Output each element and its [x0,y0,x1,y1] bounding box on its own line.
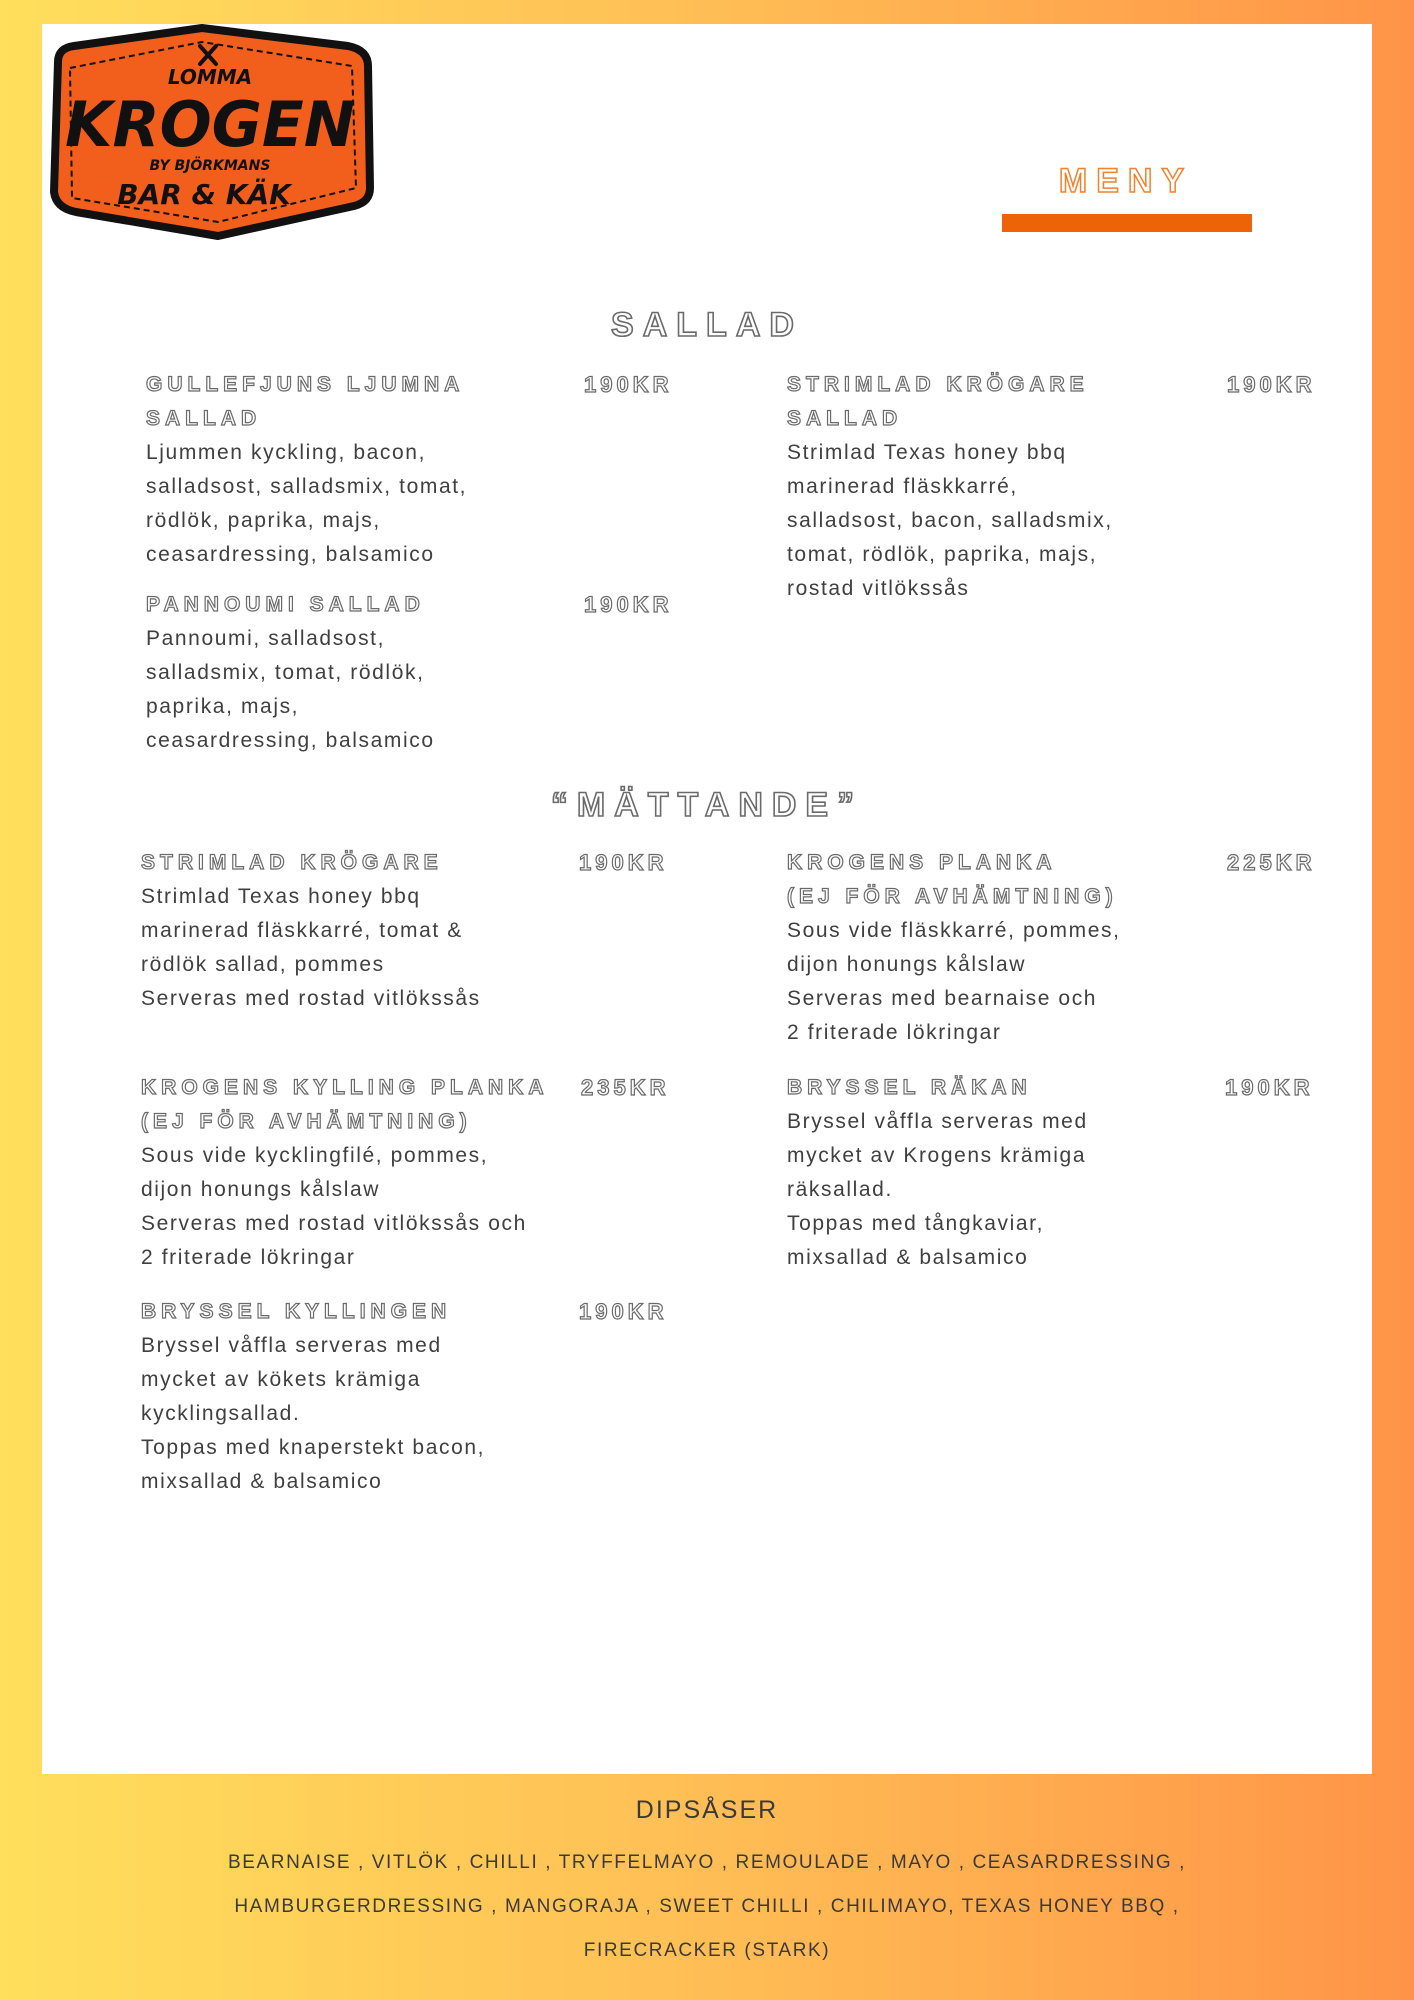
menu-item-strimlad-krogare-sallad [787,368,1327,608]
section-title-sallad: SALLAD [611,306,803,344]
item-description: Strimlad Texas honey bbq marinerad fläskkarré, tomat & rödlök sallad, pommes Serveras med rostad vitlökssås [141,885,481,1010]
logo-by-bjorkmans: BY BJÖRKMANS [149,158,271,174]
item-price: 190KR [584,592,673,617]
menu-item-gullefjuns-ljumna-sallad [146,368,686,568]
menu-item-krogens-planka [787,846,1327,1056]
item-price: 235KR [581,1075,670,1100]
menu-item-bryssel-rakan [787,1071,1327,1281]
item-price: 225KR [1227,850,1316,875]
logo-badge [42,22,376,242]
item-description: Sous vide kycklingfilé, pommes, dijon honungs kålslaw Serveras med rostad vitlökssås och 2 friterade lökringar [141,1144,527,1269]
menu-item-strimlad-krogare [141,846,686,1016]
dips-line-1: BEARNAISE , VITLÖK , CHILLI , TRYFFELMAYO , REMOULADE , MAYO , CEASARDRESSING , [227,1852,1187,1873]
section-title-mattande: “MÄTTANDE” [550,786,864,824]
dips-title: DIPSÅSER [635,1796,779,1824]
item-name: BRYSSEL KYLLINGEN [141,1300,452,1323]
item-description: Ljummen kyckling, bacon, salladsost, salladsmix, tomat, rödlök, paprika, majs, ceasardressing, balsamico [146,441,468,566]
item-price: 190KR [1225,1075,1314,1100]
dips-line-3: FIRECRACKER (STARK) [583,1940,831,1961]
item-name: STRIMLAD KRÖGARE [141,851,443,874]
item-description: Sous vide fläskkarré, pommes, dijon honungs kålslaw Serveras med bearnaise och 2 friterade lökringar [787,919,1121,1044]
item-description: Pannoumi, salladsost, salladsmix, tomat, rödlök, paprika, majs, ceasardressing, balsamico [146,627,435,752]
dips-line-2: HAMBURGERDRESSING , MANGORAJA , SWEET CHILLI , CHILIMAYO, TEXAS HONEY BBQ , [234,1896,1180,1917]
item-name: GULLEFJUNS LJUMNA SALLAD [146,373,465,430]
menu-item-pannoumi-sallad [146,588,686,768]
item-description: Bryssel våffla serveras med mycket av Krogens krämiga räksallad. Toppas med tångkaviar, mixsallad & balsamico [787,1110,1088,1269]
item-price: 190KR [584,372,673,397]
item-price: 190KR [579,850,668,875]
item-name: PANNOUMI SALLAD [146,593,425,616]
menu-title: MENY [1058,162,1194,200]
item-name: KROGENS PLANKA (EJ FÖR AVHÄMTNING) [787,851,1118,908]
item-description: Strimlad Texas honey bbq marinerad fläskkarré, salladsost, bacon, salladsmix, tomat, rödlök, paprika, majs, rostad vitlökssås [787,441,1113,600]
logo-krogen: KROGEN [65,88,355,161]
item-description: Bryssel våffla serveras med mycket av kökets krämiga kycklingsallad. Toppas med knaperstekt bacon, mixsallad & balsamico [141,1334,486,1493]
menu-item-krogens-kylling-planka [141,1071,686,1281]
item-name: STRIMLAD KRÖGARE SALLAD [787,373,1089,430]
item-price: 190KR [1227,372,1316,397]
item-price: 190KR [579,1299,668,1324]
logo-lomma: LOMMA [167,65,253,89]
item-name: BRYSSEL RÄKAN [787,1076,1032,1099]
menu-item-bryssel-kyllingen [141,1295,686,1505]
menu-title-underline [1002,214,1252,232]
krogen-logo [42,22,376,242]
item-name: KROGENS KYLLING PLANKA (EJ FÖR AVHÄMTNING) [141,1076,549,1133]
logo-bar-kak: BAR & KÄK [117,178,291,211]
